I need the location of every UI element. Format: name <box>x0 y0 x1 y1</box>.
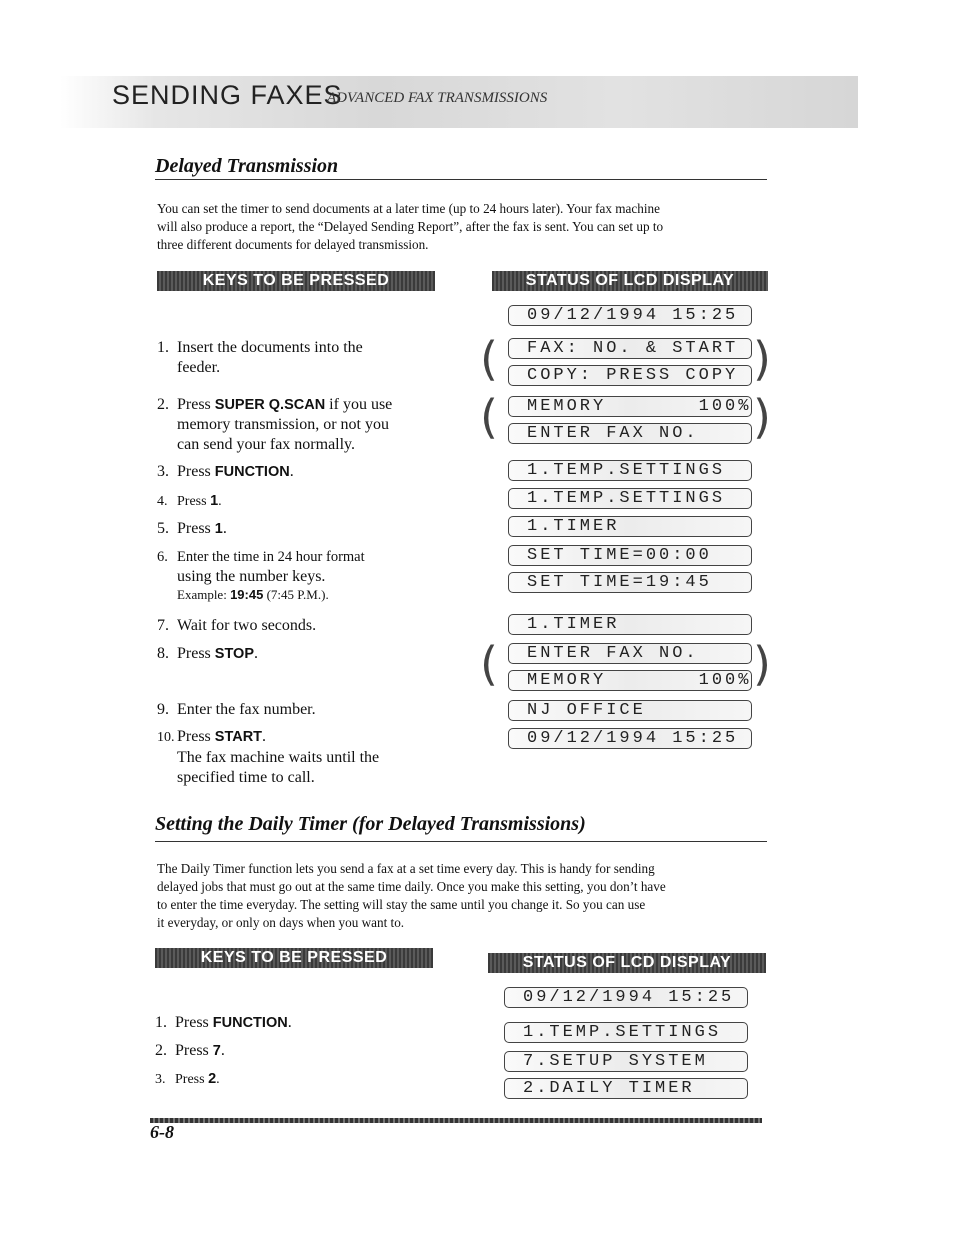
lcd-display: 09/12/1994 15:25 <box>504 987 748 1008</box>
step-number: 5. <box>157 520 169 537</box>
step-number: 3. <box>157 463 169 480</box>
intro-line: delayed jobs that must go out at the same time daily. Once you make this setting, you don’t have <box>157 879 666 894</box>
alternating-bracket-right: ) <box>753 332 771 386</box>
step-2 <box>157 395 392 455</box>
step-text: Press <box>177 520 215 537</box>
lcd-display: 1.TEMP.SETTINGS <box>504 1022 748 1043</box>
step-1 <box>157 338 363 378</box>
lcd-display: FAX: NO. & START <box>508 338 752 359</box>
example-text: (7:45 P.M.). <box>263 587 329 602</box>
step-number: 7. <box>157 617 169 634</box>
lcd-display: 2.DAILY TIMER <box>504 1078 748 1099</box>
step-text: Press <box>175 1014 213 1031</box>
intro-line: will also produce a report, the “Delayed Sending Report”, after the fax is sent. You can set up to <box>157 219 664 234</box>
step-number: 6. <box>157 549 168 565</box>
step-9 <box>157 700 316 720</box>
step-number: 2. <box>155 1042 167 1059</box>
step-number: 4. <box>157 494 168 509</box>
step-text: Press <box>177 728 215 745</box>
key-name: 1 <box>210 493 219 509</box>
step-number: 1. <box>155 1014 167 1031</box>
step-text: . <box>287 1014 292 1031</box>
key-name: 2 <box>208 1071 217 1087</box>
step-text: using the number keys. <box>177 568 326 585</box>
lcd-display: 09/12/1994 15:25 <box>508 305 752 326</box>
lcd-display: 1.TEMP.SETTINGS <box>508 488 752 509</box>
key-name: 1 <box>214 521 223 537</box>
step-10 <box>157 727 379 788</box>
lcd-display: 09/12/1994 15:25 <box>508 728 752 749</box>
lcd-display: NJ OFFICE <box>508 700 752 721</box>
intro-line: it everyday, or only on days when you want to. <box>157 915 405 930</box>
lcd-display: ENTER FAX NO. <box>508 423 752 444</box>
step-3 <box>157 462 294 482</box>
lcd-display: COPY: PRESS COPY <box>508 365 752 386</box>
lcd-display: SET TIME=19:45 <box>508 572 752 593</box>
step-text: . <box>222 520 227 537</box>
step-5 <box>157 519 227 539</box>
intro-line: to enter the time everyday. The setting will stay the same until you change it. So you can use <box>157 897 646 912</box>
step-number: 10. <box>157 730 175 745</box>
lcd-status-label: STATUS OF LCD DISPLAY <box>488 953 766 973</box>
keys-to-be-pressed-label: KEYS TO BE PRESSED <box>155 948 433 968</box>
section-rule <box>155 841 767 842</box>
step-number: 1. <box>157 339 169 356</box>
daily-step-1 <box>155 1013 292 1033</box>
section-title-delayed: Delayed Transmission <box>155 155 339 177</box>
lcd-display: 1.TIMER <box>508 614 752 635</box>
step-text: Press <box>177 494 211 509</box>
step-text: Press <box>175 1072 209 1087</box>
step-number: 8. <box>157 645 169 662</box>
alternating-bracket-right: ) <box>753 637 771 691</box>
key-name: FUNCTION <box>212 1015 288 1031</box>
step-text: if you use <box>325 396 393 413</box>
intro-line: The Daily Timer function lets you send a fax at a set time every day. This is handy for sending <box>157 861 655 876</box>
daily-step-3 <box>155 1069 220 1090</box>
lcd-display: 1.TIMER <box>508 516 752 537</box>
daily-intro <box>157 860 777 932</box>
step-text: . <box>218 494 222 509</box>
section-rule <box>155 179 767 180</box>
step-text: Press <box>177 396 215 413</box>
delayed-intro <box>157 200 777 254</box>
step-text: Enter the time in 24 hour format <box>177 549 365 565</box>
step-text: . <box>216 1072 220 1087</box>
step-text: The fax machine waits until the <box>177 749 380 766</box>
daily-step-2 <box>155 1041 225 1061</box>
lcd-display: 7.SETUP SYSTEM <box>504 1051 748 1072</box>
example-time: 19:45 <box>230 587 264 602</box>
step-text: . <box>220 1042 225 1059</box>
step-text: feeder. <box>177 359 221 376</box>
lcd-display: 1.TEMP.SETTINGS <box>508 460 752 481</box>
alternating-bracket-left: ( <box>480 332 498 386</box>
page-number: 6-8 <box>150 1122 174 1142</box>
footer-rule <box>150 1118 762 1123</box>
step-6 <box>157 547 365 603</box>
step-text: specified time to call. <box>177 769 315 786</box>
header-section-title: SENDING FAXES <box>112 80 343 110</box>
header-subsection-title: ADVANCED FAX TRANSMISSIONS <box>327 90 548 106</box>
step-8 <box>157 644 258 664</box>
step-text: . <box>289 463 294 480</box>
step-text: . <box>254 645 258 662</box>
step-number: 9. <box>157 701 169 718</box>
step-number: 3. <box>155 1072 166 1087</box>
step-7 <box>157 616 316 636</box>
step-text: Press <box>177 645 215 662</box>
section-title-daily-timer: Setting the Daily Timer (for Delayed Transmissions) <box>155 813 586 835</box>
step-number: 2. <box>157 396 169 413</box>
key-name: START <box>214 729 263 745</box>
key-name: 7 <box>212 1043 221 1059</box>
step-text: Enter the fax number. <box>177 701 316 718</box>
alternating-bracket-left: ( <box>480 390 498 444</box>
step-text: Press <box>177 463 215 480</box>
lcd-display: ENTER FAX NO. <box>508 643 752 664</box>
lcd-status-label: STATUS OF LCD DISPLAY <box>492 271 768 291</box>
step-text: Insert the documents into the <box>177 339 363 356</box>
step-text: memory transmission, or not you <box>177 416 389 433</box>
step-text: Press <box>175 1042 213 1059</box>
step-4 <box>157 491 222 512</box>
lcd-display: SET TIME=00:00 <box>508 545 752 566</box>
key-name: FUNCTION <box>214 464 290 480</box>
alternating-bracket-left: ( <box>480 637 498 691</box>
key-name: SUPER Q.SCAN <box>214 397 326 413</box>
intro-line: You can set the timer to send documents at a later time (up to 24 hours later). Your fax machine <box>157 201 660 216</box>
intro-line: three different documents for delayed transmission. <box>157 237 429 252</box>
step-text: Wait for two seconds. <box>177 617 317 634</box>
step-text: . <box>262 728 267 745</box>
example-label: Example: <box>177 587 231 602</box>
lcd-display: MEMORY 100% <box>508 670 752 691</box>
lcd-display: MEMORY 100% <box>508 396 752 417</box>
step-text: can send your fax normally. <box>177 436 356 453</box>
alternating-bracket-right: ) <box>753 390 771 444</box>
key-name: STOP <box>214 646 254 662</box>
keys-to-be-pressed-label: KEYS TO BE PRESSED <box>157 271 435 291</box>
